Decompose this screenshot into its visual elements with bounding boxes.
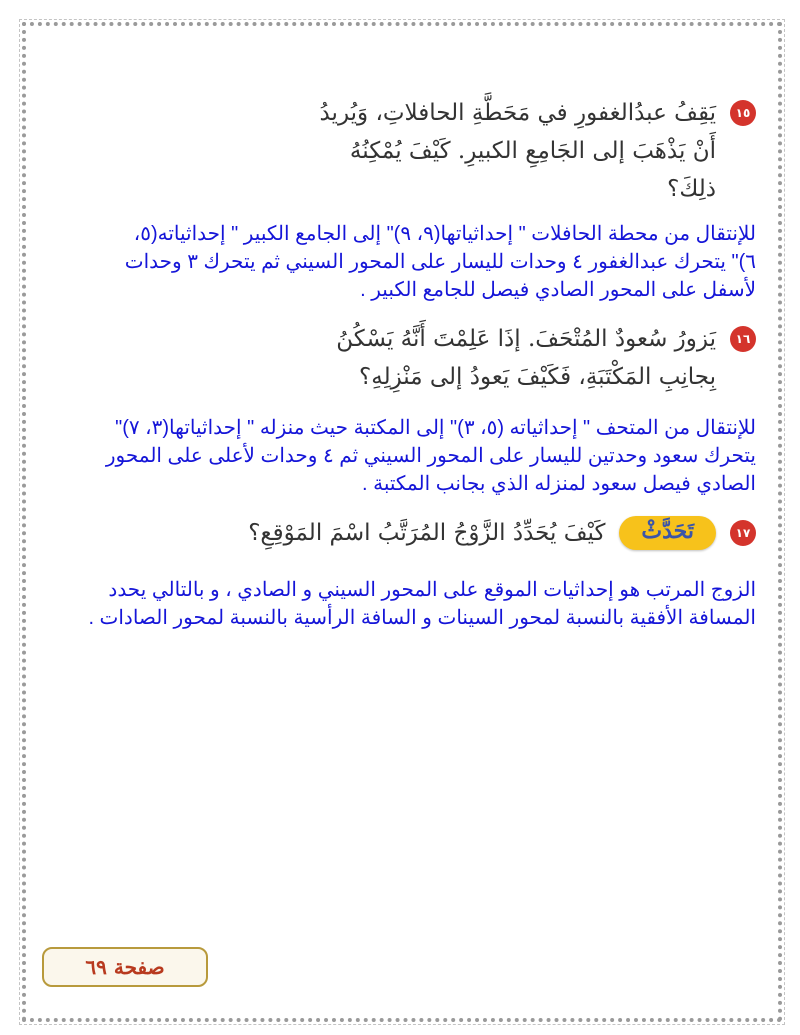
answer-line: الزوج المرتب هو إحداثيات الموقع على المحور السيني و الصادي ، و بالتالي يحدد [108,579,756,601]
answer-line: يتحرك سعود وحدتين لليسار على المحور السيني ثم ٤ وحدات لأعلى على المحور [105,445,756,467]
question-line: يَقِفُ عبدُالغفورِ في مَحَطَّةِ الحافلاتِ، وَيُريدُ [319,100,716,126]
answer-line: لأسفل على المحور الصادي فيصل للجامع الكبير . [360,279,756,301]
question-number-badge: ١٥ [730,100,756,126]
question-line: ذلِكَ؟ [667,176,716,202]
question-16 [76,320,756,396]
answer-line: الصادي فيصل سعود لمنزله الذي بجانب المكتبة . [361,473,756,495]
page-number-badge: صفحة ٦٩ [42,947,208,987]
content [76,66,756,632]
answer-17 [76,576,756,632]
question-line: أَنْ يَذْهَبَ إلى الجَامِعِ الكبيرِ. كَيْفَ يُمْكِنُهُ [349,138,716,164]
question-15 [76,94,756,208]
answer-16 [76,414,756,498]
question-number-badge: ١٧ [730,520,756,546]
answer-line: للإنتقال من محطة الحافلات " إحداثياتها(٩، ٩)" إلى الجامع الكبير " إحداثياته(٥، [133,223,756,245]
answer-line: للإنتقال من المتحف " إحداثياته (٥، ٣)" إلى المكتبة حيث منزله " إحداثياتها(٣، ٧)" [115,417,756,439]
question-number-badge: ١٦ [730,326,756,352]
talk-question: كَيْفَ يُحَدِّدُ الزَّوْجُ المُرَتَّبُ اسْمَ المَوْقِعِ؟ [248,520,606,546]
question-17 [76,516,756,550]
answer-line: المسافة الأفقية بالنسبة لمحور السينات و السافة الرأسية بالنسبة لمحور الصادات . [88,607,756,629]
question-line: بِجانِبِ المَكْتَبَةِ، فَكَيْفَ يَعودُ إلى مَنْزِلِهِ؟ [359,364,716,390]
answer-15 [76,220,756,304]
answer-line: ٦)" يتحرك عبدالغفور ٤ وحدات لليسار على المحور السيني ثم يتحرك ٣ وحدات [124,251,756,273]
talk-badge: تَحَدَّثْ [619,516,716,550]
question-line: يَزورُ سُعودٌ المُتْحَفَ. إذَا عَلِمْتَ أَنَّهُ يَسْكُنُ [336,326,716,352]
